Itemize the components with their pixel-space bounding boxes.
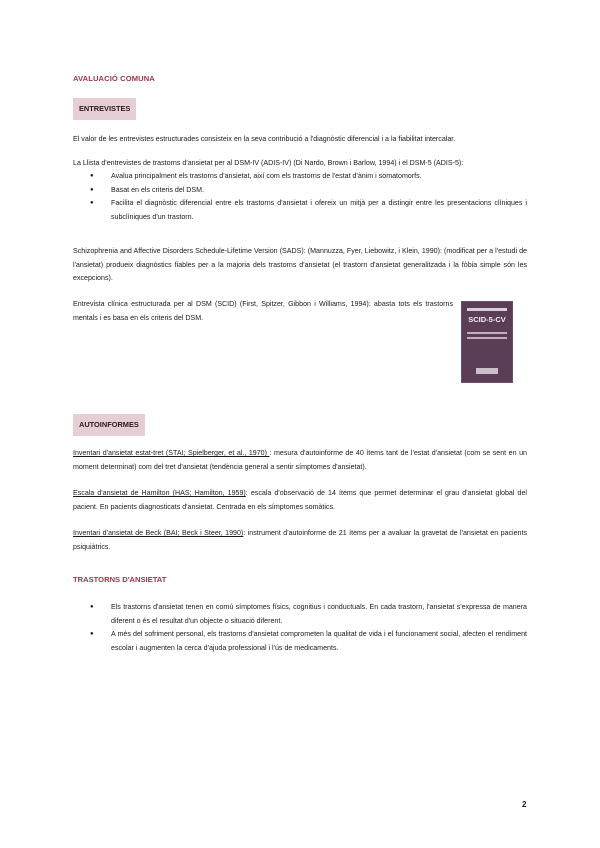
bai-paragraph: [73, 527, 527, 554]
adis-line: La Llista d'entrevistes de trastorns d'ansietat per al DSM-IV (ADIS-IV) (Di Nardo, Brown i Barlow, 1994) i el DSM-5 (ADIS-5):: [73, 159, 464, 167]
trastorns-bullets: [73, 601, 527, 655]
scid-paragraph: Entrevista clínica estructurada per al DSM (SCID) (First, Spitzer, Gibbon i Williams, 1994): abasta tots els trastorns mentals i es basa en els criteris del DSM.: [73, 300, 453, 322]
list-item: ● Basat en els criteris del DSM.: [73, 184, 527, 198]
list-item: ● A més del sofriment personal, els trastorns d'ansietat comprometen la qualitat de vida i el funcionament social, afecten el rendiment escolar i augmenten la cerca d'ajuda professional i l'ús de medicaments.: [73, 628, 527, 655]
has-paragraph: [73, 487, 527, 514]
book-title: SCID-5-CV: [468, 315, 506, 324]
stai-reference: Inventari d'ansietat estat-tret (STAI; Spielberger, et al., 1970): [73, 449, 270, 457]
has-reference: Escala d'ansietat de Hamilton (HAS; Hamilton, 1959): [73, 489, 246, 497]
list-item: ● Els trastorns d'ansietat tenen en comú símptomes físics, cognitius i conductuals. En cada trastorn, l'ansietat s'expressa de manera diferent o és el resultat d'un objecte o situació diferent.: [73, 601, 527, 628]
sads-paragraph: Schizophrenia and Affective Disorders Schedule-Lifetime Version (SADS): (Mannuzza, Fyer, Liebowitz, i Klein, 1990): (modificat per a l'estudi de l'ansietat) produeix diagnòstics fiables per a la majoria dels trastorns d'ansietat (el trastorn d'ansietat generalitzada i la fòbia simple són les excepcions).: [73, 247, 527, 283]
book-line: [467, 332, 507, 334]
book-publisher-logo: [476, 368, 498, 374]
page-title: AVALUACIÓ COMUNA: [73, 74, 155, 83]
autoinformes-badge: AUTOINFORMES: [73, 414, 145, 436]
stai-description: : mesura d'autoinforme de 40 ítems tant de l'estat d'ansietat (com se sent en un moment determinat) com del tret d'ansietat (tendència general a sentir símptomes d'ansietat).: [73, 449, 527, 471]
has-description: : escala d'observació de 14 ítems que permet determinar el grau d'ansietat global del pacient. En pacients diagnosticats d'ansietat. Centrada en els símptomes somàtics.: [73, 489, 527, 511]
bai-description: : instrument d'autoinforme de 21 ítems per a avaluar la gravetat de l'ansietat en pacients psiquiàtrics.: [73, 529, 527, 551]
list-item: ● Facilita el diagnòstic diferencial entre els trastorns d'ansietat i ofereix un mitjà per a distingir entre les presentacions clíniques i subclíniques d'un trastorn.: [73, 197, 527, 224]
trastorns-heading: TRASTORNS D'ANSIETAT: [73, 575, 167, 584]
book-line: [467, 337, 507, 339]
bai-reference: Inventari d'ansietat de Beck (BAI; Beck i Steer, 1990): [73, 529, 244, 537]
page-number: 2: [522, 800, 527, 809]
entrevistes-intro: El valor de les entrevistes estructurades consisteix en la seva contribució a l'diagnòstic diferencial i a la fiabilitat intercalar.: [73, 135, 456, 143]
stai-paragraph: [73, 447, 527, 474]
adis-bullets: [73, 170, 527, 224]
list-item: ● Avalua principalment els trastorns d'ansietat, així com els trastorns de l'estat d'ànim i somatomorfs.: [73, 170, 527, 184]
entrevistes-badge: ENTREVISTES: [73, 98, 136, 120]
book-band: [467, 308, 507, 311]
scid-book-cover-image: [462, 302, 512, 382]
